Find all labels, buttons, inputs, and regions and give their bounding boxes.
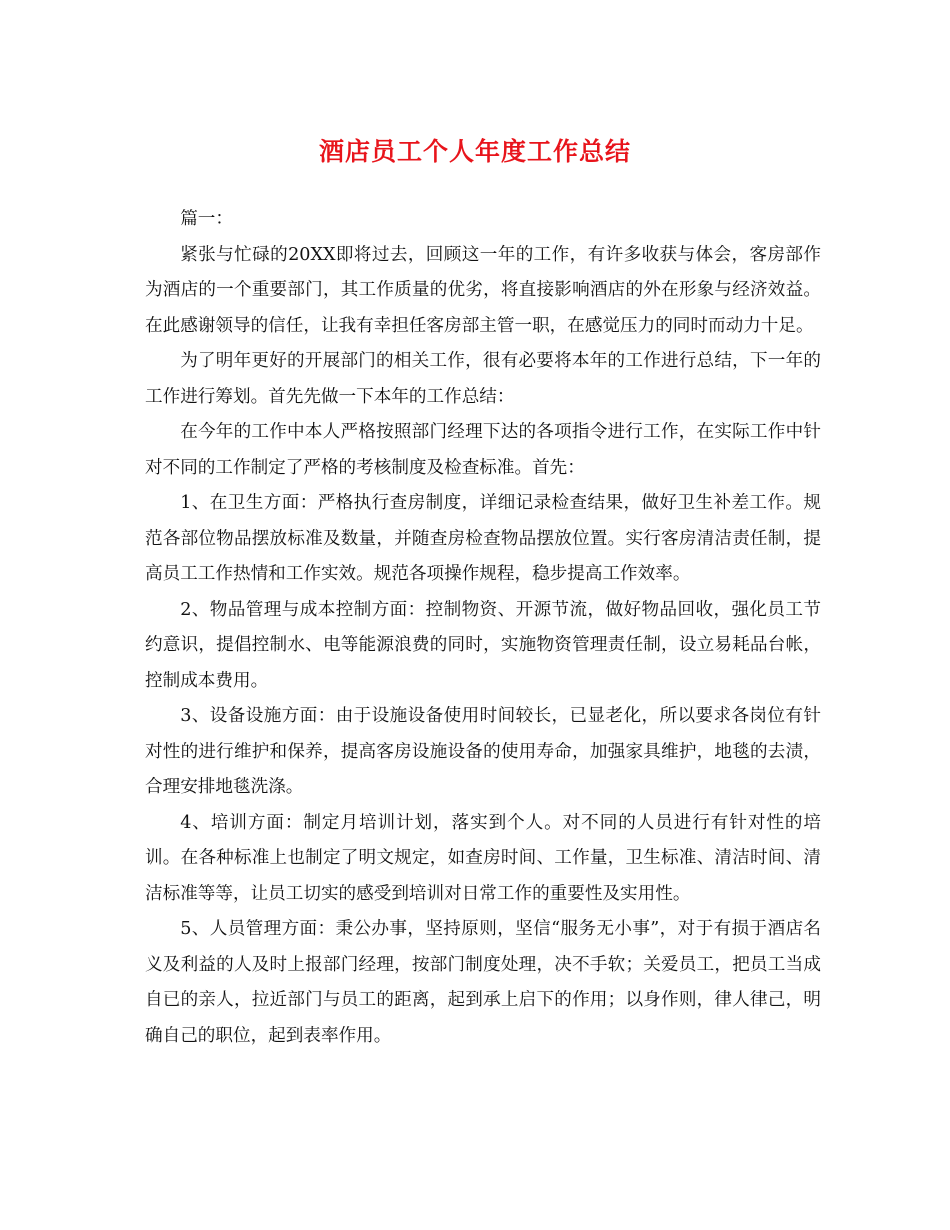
paragraph-intro: 紧张与忙碌的20XX即将过去，回顾这一年的工作，有许多收获与体会，客房部作为酒店的一个重要部门，其工作质量的优劣，将直接影响酒店的外在形象与经济效益。在此感谢领导的信任，让我有幸担任客房部主管一职，在感觉压力的同时而动力十足。: [145, 244, 821, 336]
paragraph-purpose: 为了明年更好的开展部门的相关工作，很有必要将本年的工作进行总结，下一年的工作进行筹划。首先先做一下本年的工作总结：: [145, 351, 821, 407]
paragraph-item-facilities: 3、设备设施方面：由于设施设备使用时间较长，已显老化，所以要求各岗位有针对性的进行维护和保养，提高客房设施设备的使用寿命，加强家具维护，地毯的去渍，合理安排地毯洗涤。: [145, 706, 821, 797]
section-heading: 篇一：: [180, 209, 233, 229]
paragraph-item-staff-management: 5、人员管理方面：秉公办事，坚持原则，坚信“服务无小事”，对于有损于酒店名义及利益的人及时上报部门经理，按部门制度处理，决不手软；关爱员工，把员工当成自已的亲人，拉近部门与员工的距离，起到承上启下的作用；以身作则，律人律己，明确自己的职位，起到表率作用。: [145, 919, 821, 1046]
paragraph-overview: 在今年的工作中本人严格按照部门经理下达的各项指令进行工作，在实际工作中针对不同的工作制定了严格的考核制度及检查标准。首先：: [145, 422, 821, 478]
paragraph-item-hygiene: 1、在卫生方面：严格执行查房制度，详细记录检查结果，做好卫生补差工作。规范各部位物品摆放标准及数量，并随查房检查物品摆放位置。实行客房清洁责任制，提高员工工作热情和工作实效。规范各项操作规程，稳步提高工作效率。: [145, 493, 821, 584]
paragraph-item-training: 4、培训方面：制定月培训计划，落实到个人。对不同的人员进行有针对性的培训。在各种标准上也制定了明文规定，如查房时间、工作量，卫生标准、清洁时间、清洁标准等等，让员工切实的感受到培训对日常工作的重要性及实用性。: [145, 812, 821, 904]
paragraph-item-cost-control: 2、物品管理与成本控制方面：控制物资、开源节流，做好物品回收，强化员工节约意识，提倡控制水、电等能源浪费的同时，实施物资管理责任制，设立易耗品台帐，控制成本费用。: [145, 599, 821, 691]
document-body: [145, 202, 821, 1054]
document-title: 酒店员工个人年度工作总结: [318, 137, 631, 166]
